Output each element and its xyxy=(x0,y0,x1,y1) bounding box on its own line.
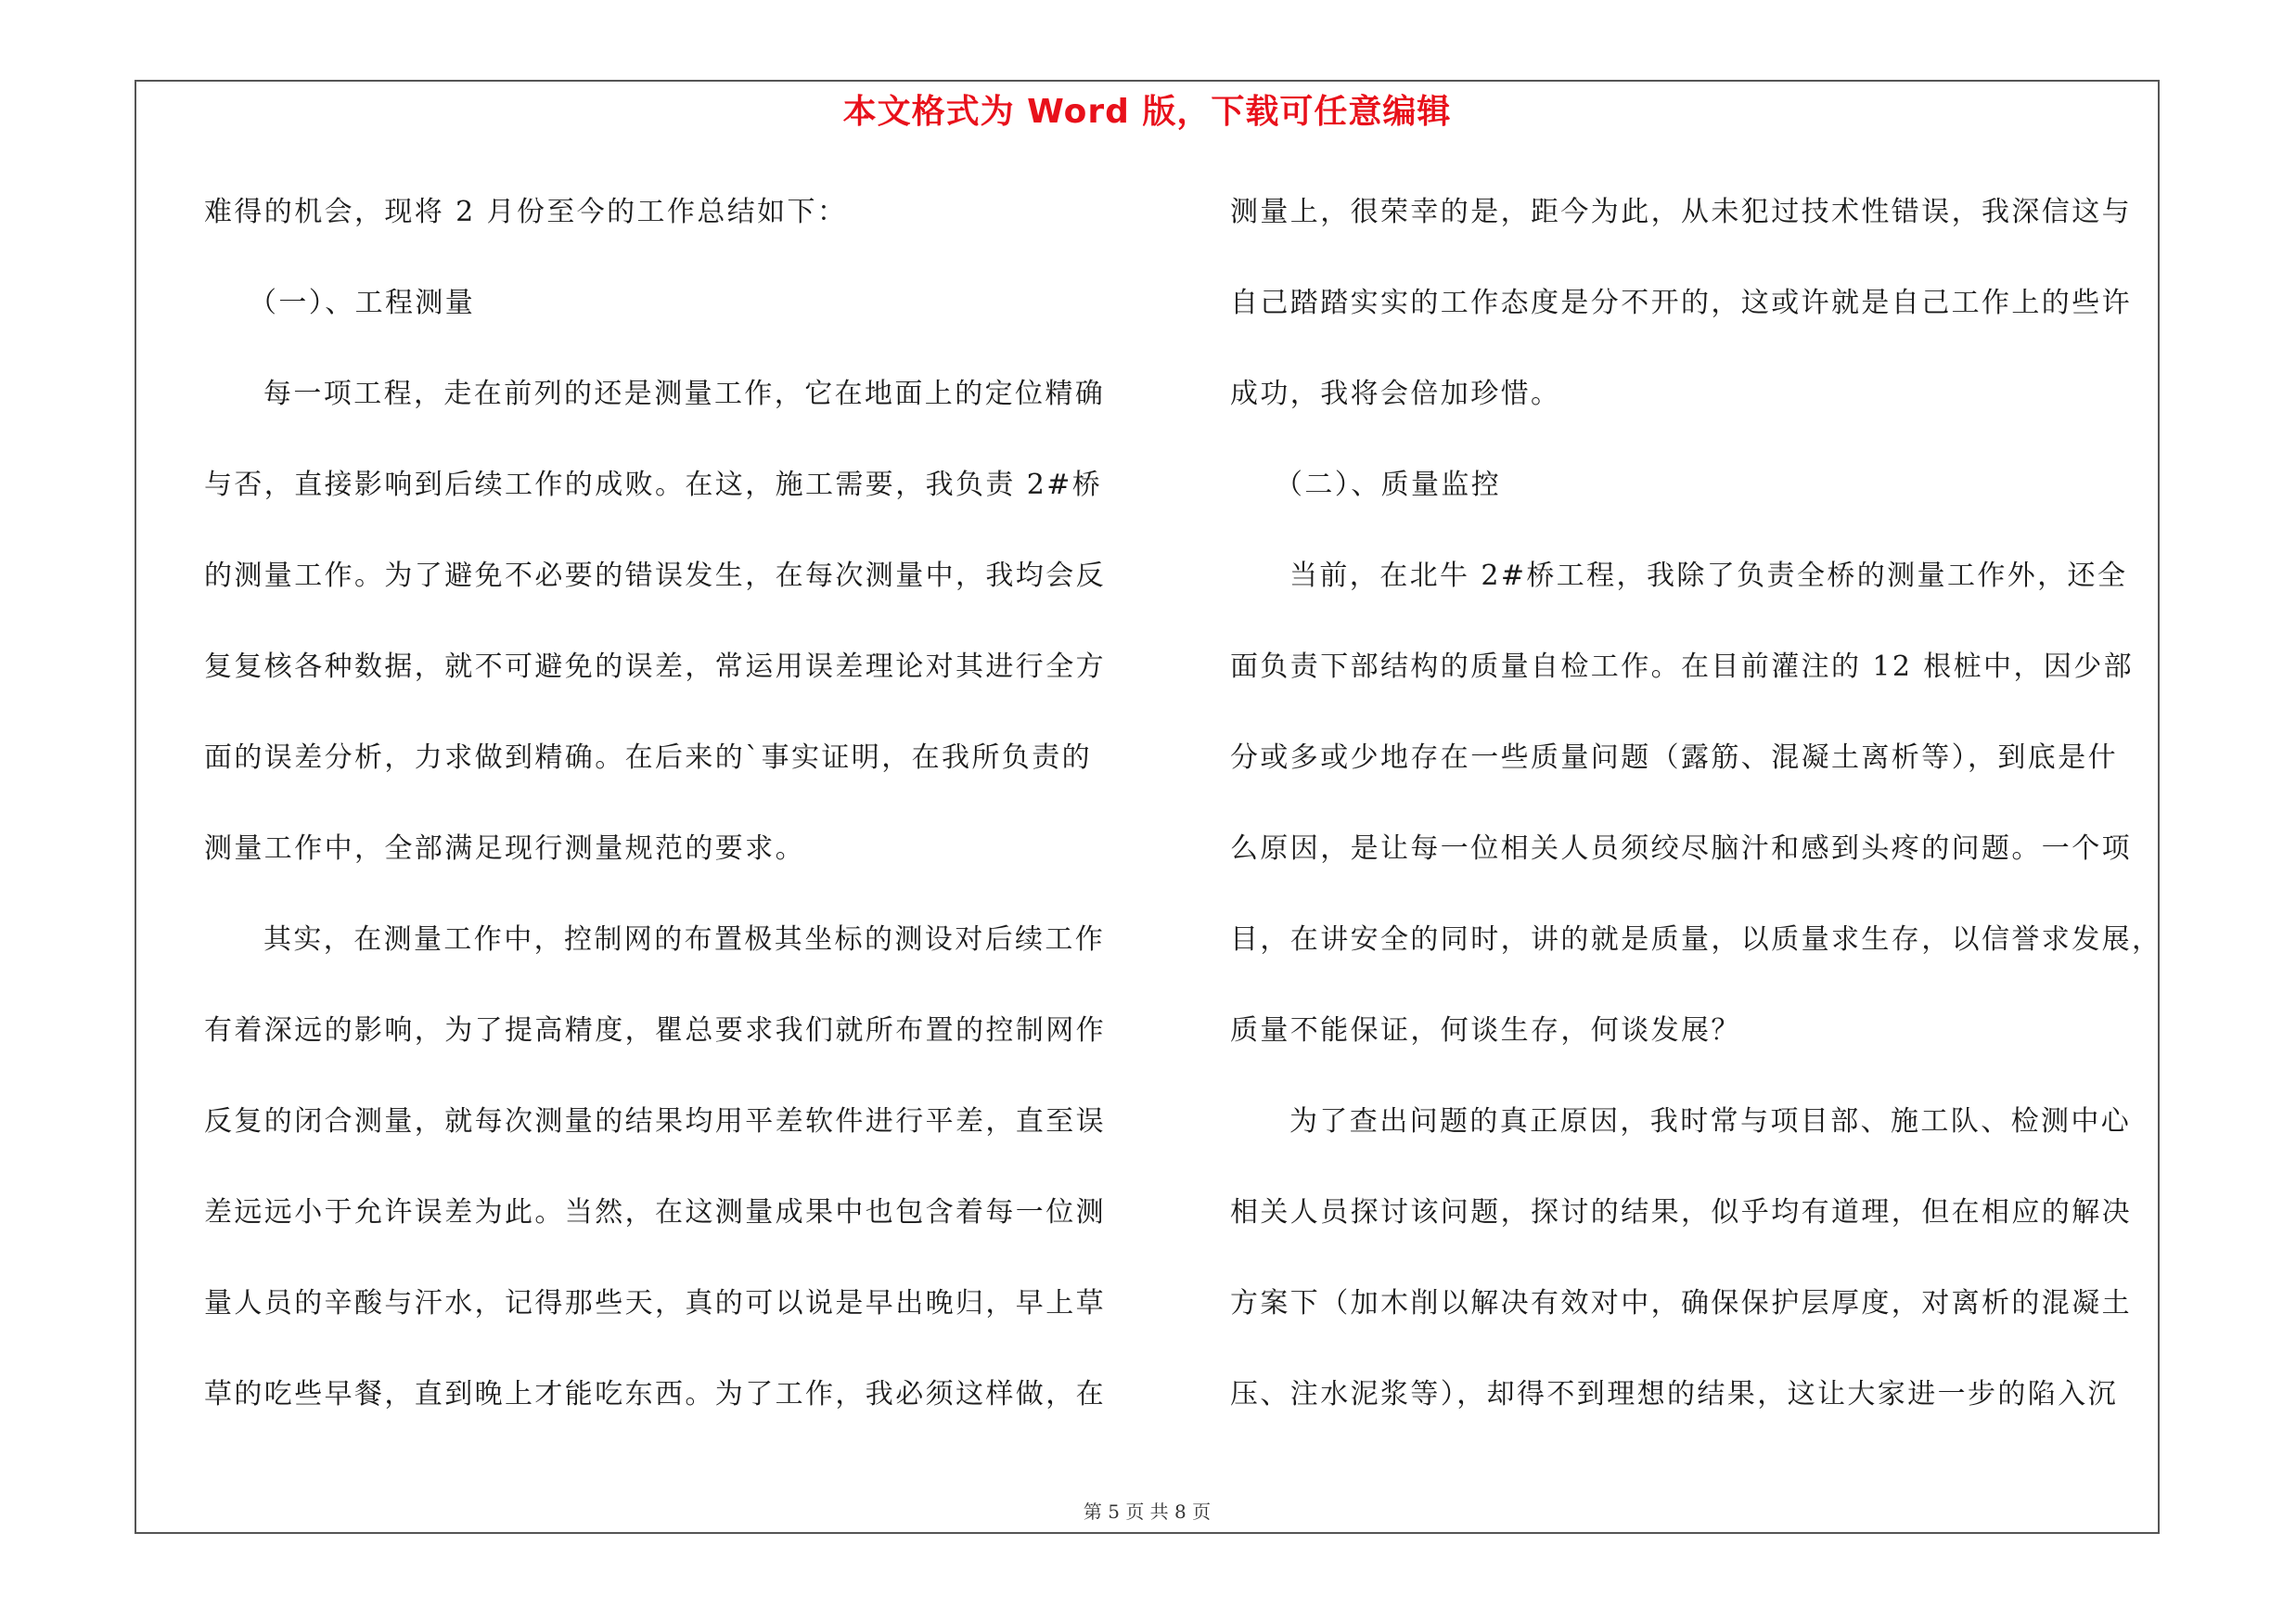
text-line: 测量上，很荣幸的是，距今为此，从未犯过技术性错误，我深信这与 xyxy=(1230,196,2132,228)
format-banner: 本文格式为 Word 版，下载可任意编辑 xyxy=(842,93,1452,131)
text-line: 复复核各种数据，就不可避免的误差，常运用误差理论对其进行全方 xyxy=(204,650,1106,683)
text-line: 有着深远的影响，为了提高精度，瞿总要求我们就所布置的控制网作 xyxy=(204,1014,1106,1047)
text-line: 相关人员探讨该问题，探讨的结果，似乎均有道理，但在相应的解决 xyxy=(1230,1196,2132,1229)
text-line: 差远远小于允许误差为此。当然，在这测量成果中也包含着每一位测 xyxy=(204,1196,1106,1229)
text-line: 每一项工程，走在前列的还是测量工作，它在地面上的定位精确 xyxy=(263,378,1106,410)
page-number-footer: 第 5 页 共 8 页 xyxy=(1083,1501,1212,1523)
section-heading: （二）、质量监控 xyxy=(1275,469,1502,501)
text-line: 测量工作中，全部满足现行测量规范的要求。 xyxy=(204,832,805,865)
text-line: 压、注水泥浆等），却得不到理想的结果，这让大家进一步的陷入沉 xyxy=(1230,1378,2118,1410)
left-column xyxy=(204,184,1122,1457)
section-heading: （一）、工程测量 xyxy=(249,287,476,319)
text-line: 其实，在测量工作中，控制网的布置极其坐标的测设对后续工作 xyxy=(263,923,1106,956)
text-line: 的测量工作。为了避免不必要的错误发生，在每次测量中，我均会反 xyxy=(204,560,1106,592)
text-line: 草的吃些早餐，直到晚上才能吃东西。为了工作，我必须这样做，在 xyxy=(204,1378,1106,1410)
text-line: 当前，在北牛 2#桥工程，我除了负责全桥的测量工作外，还全 xyxy=(1289,560,2128,592)
text-line: 成功，我将会倍加珍惜。 xyxy=(1230,378,1561,410)
text-line: 方案下（加木削以解决有效对中，确保保护层厚度，对离析的混凝土 xyxy=(1230,1287,2132,1320)
text-line: 反复的闭合测量，就每次测量的结果均用平差软件进行平差，直至误 xyxy=(204,1105,1106,1138)
text-line: 自己踏踏实实的工作态度是分不开的，这或许就是自己工作上的些许 xyxy=(1230,287,2132,319)
right-column xyxy=(1230,184,2162,1457)
text-line: 为了查出问题的真正原因，我时常与项目部、施工队、检测中心 xyxy=(1289,1105,2132,1138)
text-line: 量人员的辛酸与汗水，记得那些天，真的可以说是早出晚归，早上草 xyxy=(204,1287,1106,1320)
text-line: 么原因，是让每一位相关人员须绞尽脑汁和感到头疼的问题。一个项 xyxy=(1230,832,2132,865)
text-line: 分或多或少地存在一些质量问题（露筋、混凝土离析等），到底是什 xyxy=(1230,741,2118,774)
text-line: 面负责下部结构的质量自检工作。在目前灌注的 12 根桩中，因少部 xyxy=(1230,650,2135,683)
text-line: 与否，直接影响到后续工作的成败。在这，施工需要，我负责 2#桥 xyxy=(204,469,1103,501)
text-line: 目，在讲安全的同时，讲的就是质量，以质量求生存，以信誉求发展， xyxy=(1230,923,2162,956)
text-line: 难得的机会，现将 2 月份至今的工作总结如下： xyxy=(204,196,848,228)
text-line: 面的误差分析，力求做到精确。在后来的`事实证明，在我所负责的 xyxy=(204,741,1092,774)
text-line: 质量不能保证，何谈生存，何谈发展？ xyxy=(1230,1014,1741,1047)
